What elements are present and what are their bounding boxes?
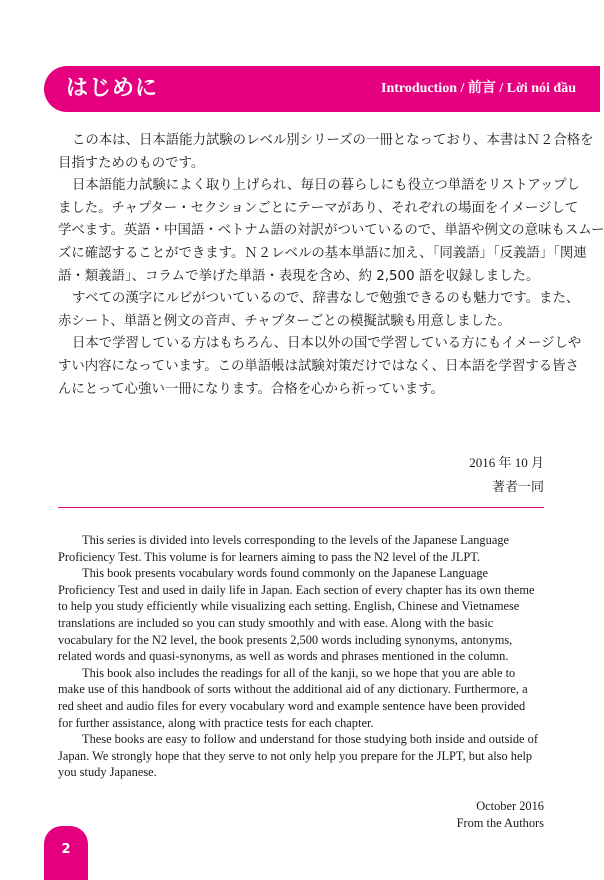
en-line: Proficiency Test and used in daily life in Japan. Each section of every chapter has its own theme <box>58 582 535 597</box>
english-author: From the Authors <box>456 816 544 830</box>
jp-line: すい内容になっています。この単語帳は試験対策だけではなく、日本語を学習する皆さ <box>58 358 579 374</box>
section-divider <box>58 507 544 508</box>
jp-line: ズに確認することができます。Ｎ２レベルの基本単語に加え、「同義語」「反義語」「関連 <box>58 245 587 261</box>
jp-line: 日本で学習している方はもちろん、日本以外の国で学習している方にもイメージしや <box>72 336 582 352</box>
en-line: This book presents vocabulary words found commonly on the Japanese Language <box>82 566 489 581</box>
jp-line: すべての漢字にルビがついているので、辞書なしで勉強できるのも魅力です。また、 <box>72 291 580 307</box>
jp-line: んにとって心強い一冊になります。合格を心から祈っています。 <box>58 381 444 397</box>
jp-line: ました。チャプター・セクションごとにテーマがあり、それぞれの場面をイメージして <box>58 200 579 216</box>
en-line: These books are easy to follow and understand for those studying both inside and outside of <box>82 732 538 747</box>
english-introduction <box>58 532 544 781</box>
en-line: for further assistance, along with practice tests for each chapter. <box>58 715 374 730</box>
en-line: to help you study efficiently while visualizing each setting. English, Chinese and Vietnamese <box>58 599 520 614</box>
japanese-author: 著者一同 <box>491 479 544 494</box>
en-line: This series is divided into levels corresponding to the levels of the Japanese Language <box>82 533 510 547</box>
page-number-tab <box>44 826 88 880</box>
page-subtitle: Introduction / 前言 / Lời nói đầu <box>381 81 576 96</box>
en-line: make use of this handbook of sorts without the additional aid of any dictionary. Furthermore, a <box>58 682 528 697</box>
jp-line: 目指すためのものです。 <box>58 155 205 171</box>
jp-line: 学べます。英語・中国語・ベトナム語の対訳がついているので、単語や例文の意味もスムー <box>58 223 604 239</box>
en-line: you study Japanese. <box>58 765 157 780</box>
en-line: related words and quasi-synonyms, as well as words and phrases mentioned in the column. <box>58 649 509 664</box>
en-line: translations are included so you can study smoothly and with ease. Along with the basic <box>58 615 494 630</box>
english-date: October 2016 <box>476 799 544 813</box>
jp-line: 日本語能力試験によく取り上げられ、毎日の暮らしにも役立つ単語をリストアップし <box>72 178 581 194</box>
page-title: はじめに <box>66 76 159 101</box>
en-line: red sheet and audio files for every vocabulary word and example sentence have been provided <box>58 698 526 713</box>
japanese-introduction <box>58 130 604 401</box>
page-number: 2 <box>61 842 71 857</box>
en-line: Proficiency Test. This volume is for learners aiming to pass the N2 level of the JLPT. <box>58 549 481 564</box>
jp-line: 語・類義語」、コラムで挙げた単語・表現を含め、約 2,500 語を収録しました。 <box>58 268 540 284</box>
header-banner <box>44 66 600 112</box>
en-line: This book also includes the readings for all of the kanji, so we hope that you are able to <box>82 665 516 680</box>
japanese-date: 2016 年 10 月 <box>469 455 544 470</box>
en-line: Japan. We strongly hope that they serve to not only help you prepare for the JLPT, but also help <box>58 748 533 763</box>
en-line: vocabulary for the N2 level, the book presents 2,500 words including synonyms, antonyms, <box>58 632 513 647</box>
jp-line: 赤シート、単語と例文の音声、チャプターごとの模擬試験も用意しました。 <box>58 313 511 329</box>
jp-line: この本は、日本語能力試験のレベル別シリーズの一冊となっており、本書はＮ２合格を <box>72 133 594 148</box>
